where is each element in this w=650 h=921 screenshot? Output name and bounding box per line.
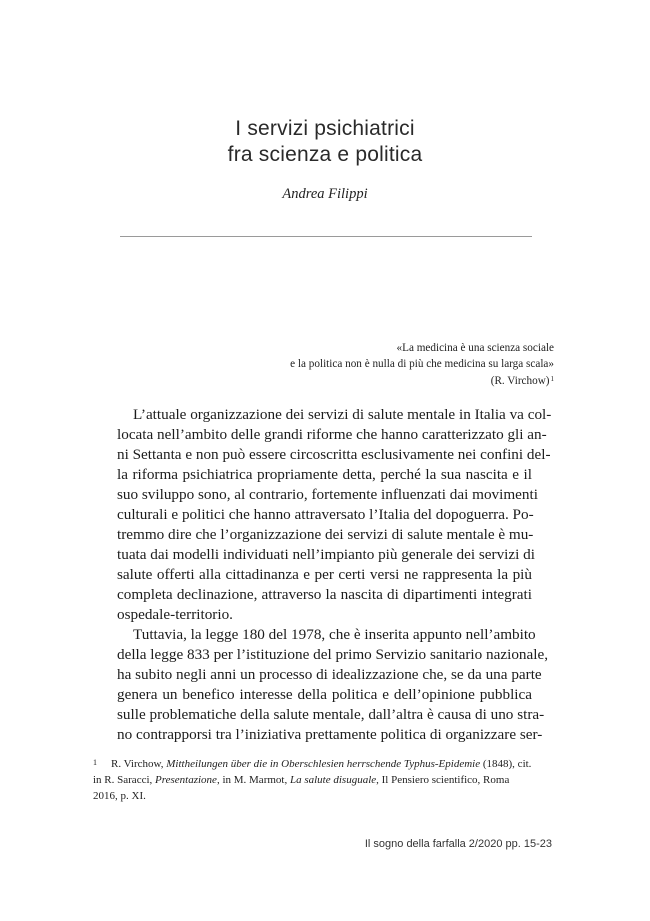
footnote-text: , Il Pensiero scientifico, Roma — [376, 774, 510, 786]
footnote-number: 1 — [93, 758, 97, 767]
body-line: tremmo dire che l’organizzazione dei servizi di salute mentale è mu- — [117, 526, 534, 543]
footnote-work-title: Mittheilungen über die in Oberschlesien herrschende Typhus-Epidemie — [166, 758, 481, 770]
body-line: sulle problematiche della salute mentale, dall’altra è causa di uno stra- — [117, 706, 545, 723]
footnote — [93, 756, 533, 804]
footnote-reference[interactable]: 1 — [550, 375, 554, 383]
footnote-author: R. Virchow, — [111, 758, 167, 770]
body-line: salute offerti alla cittadinanza e per certi versi ne rappresenta la più — [117, 566, 532, 583]
body-line: no contrapporsi tra l’iniziativa prettamente politica di organizzare ser- — [117, 726, 543, 743]
article-title-line-1: I servizi psichiatrici — [235, 117, 415, 140]
body-line: culturali e politici che hanno attraversato l’Italia del dopoguerra. Po- — [117, 506, 534, 523]
footnote-text: , in M. Marmot, — [216, 774, 290, 786]
body-line: ospedale-territorio. — [117, 606, 233, 623]
body-line: ha subito negli anni un processo di idealizzazione che, se da una parte — [117, 666, 542, 683]
footnote-year: (1848), cit. — [480, 758, 532, 770]
body-line: la riforma psichiatrica propriamente detta, perché la sua nascita e il — [117, 466, 532, 483]
footnote-italic-title: La salute disuguale — [289, 774, 377, 786]
body-line: completa declinazione, attraverso la nascita di dipartimenti integrati — [117, 586, 532, 603]
epigraph-attribution — [491, 373, 554, 390]
footnote-line-2 — [93, 772, 533, 788]
body-line: della legge 833 per l’istituzione del primo Servizio sanitario nazionale, — [117, 646, 549, 663]
article-title-line-2: fra scienza e politica — [227, 143, 423, 166]
body-line: Tuttavia, la legge 180 del 1978, che è inserita appunto nell’ambito — [133, 626, 536, 643]
title-divider — [120, 236, 532, 237]
footnote-line-1 — [93, 756, 533, 772]
body-line: genera un benefico interesse della politica e dell’opinione pubblica — [117, 686, 532, 703]
body-line: L’attuale organizzazione dei servizi di salute mentale in Italia va col- — [133, 406, 552, 423]
body-line: ni Settanta e non può essere circoscritta esclusivamente nei confini del- — [117, 446, 551, 463]
body-line: suo sviluppo sono, al contrario, fortemente influenzati dai movimenti — [117, 486, 538, 503]
footnote-text: in R. Saracci, — [93, 774, 156, 786]
epigraph-author: (R. Virchow) — [490, 375, 550, 387]
body-line: locata nell’ambito delle grandi riforme che hanno caratterizzato gli an- — [117, 426, 547, 443]
article-author: Andrea Filippi — [282, 186, 368, 202]
body-line: tuata dai modelli individuati nell’impianto più generale dei servizi di — [117, 546, 535, 563]
footnote-line-3: 2016, p. XI. — [93, 790, 146, 802]
epigraph-line-2: e la politica non è nulla di più che medicina su larga scala» — [290, 358, 554, 370]
footnote-italic-title: Presentazione — [155, 774, 217, 786]
running-footer: Il sogno della farfalla 2/2020 pp. 15-23 — [364, 838, 552, 850]
epigraph-line-1: «La medicina è una scienza sociale — [396, 342, 554, 354]
